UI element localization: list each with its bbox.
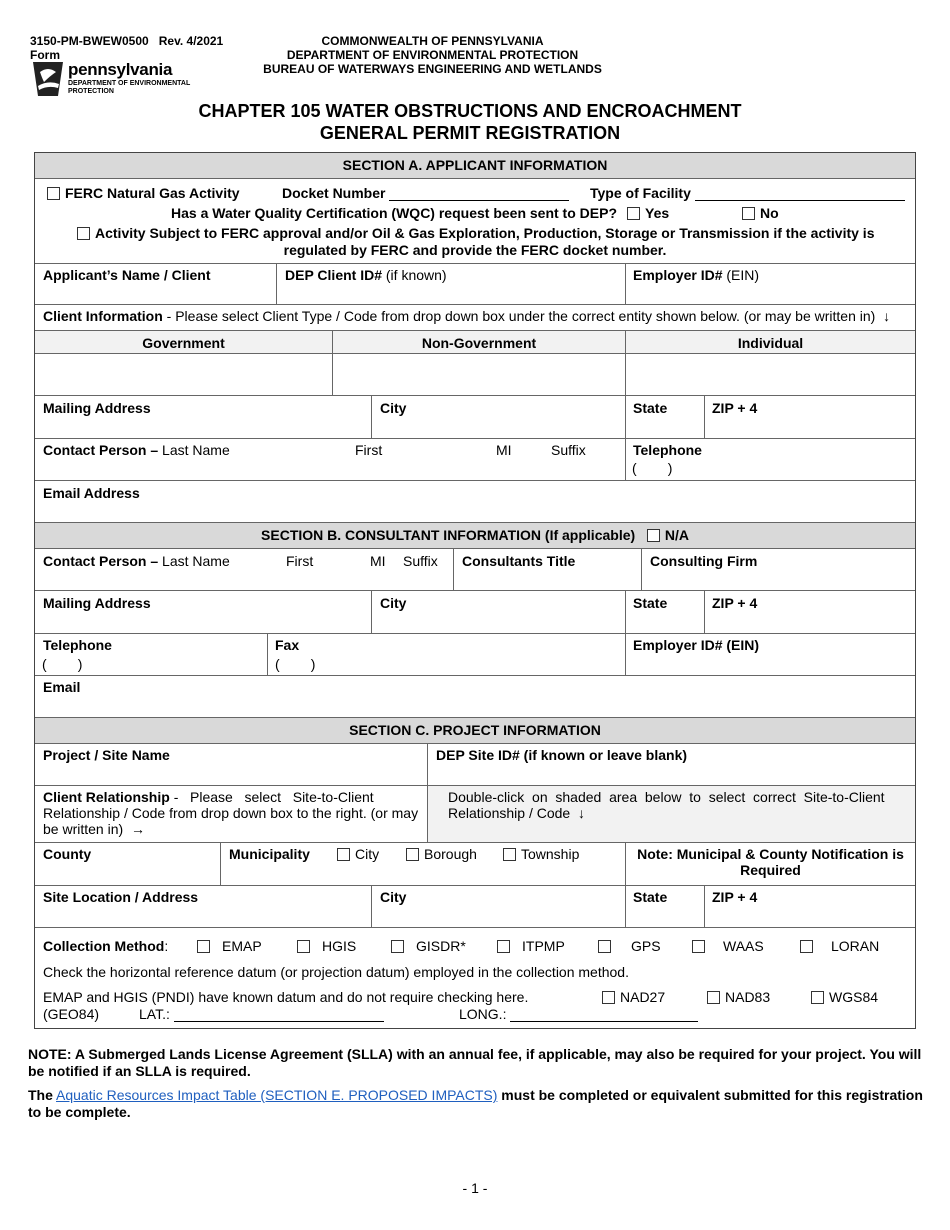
impact-table-note: The Aquatic Resources Impact Table (SECTION E. PROPOSED IMPACTS) must be completed or equivalent submitted for this registration to be complete. [28, 1087, 923, 1120]
consultant-first[interactable]: First [286, 553, 314, 569]
mailing-address[interactable]: Mailing Address [43, 400, 151, 416]
org-header: COMMONWEALTH OF PENNSYLVANIA DEPARTMENT OF ENVIRONMENTAL PROTECTION BUREAU OF WATERWAYS ENGINEERING AND WETLANDS [263, 34, 602, 76]
method-gps[interactable]: GPS [598, 938, 661, 954]
telephone-paren: ( ) [632, 460, 673, 476]
consultant-title[interactable]: Consultants Title [462, 553, 576, 569]
emap-note: EMAP and HGIS (PNDI) have known datum and do not require checking here. [43, 989, 529, 1005]
form-label: Form [30, 48, 60, 62]
consultant-fax[interactable]: Fax [275, 637, 300, 653]
non-government-select[interactable] [333, 354, 625, 394]
consultant-state[interactable]: State [633, 595, 668, 611]
section-b-header: SECTION B. CONSULTANT INFORMATION (If applicable) N/A [35, 523, 915, 548]
contact-suffix[interactable]: Suffix [551, 442, 586, 458]
section-a-header: SECTION A. APPLICANT INFORMATION [35, 153, 915, 178]
contact-mi[interactable]: MI [496, 442, 512, 458]
collection-method: Collection Method: [43, 938, 169, 954]
site-location[interactable]: Site Location / Address [43, 889, 199, 905]
method-hgis[interactable]: HGIS [297, 938, 356, 954]
wqc-yes[interactable]: Yes [627, 205, 669, 221]
logo-name: pennsylvania [68, 60, 173, 79]
datum-instructions: Check the horizontal reference datum (or projection datum) employed in the collection method. [43, 964, 629, 980]
method-emap[interactable]: EMAP [197, 938, 262, 954]
registration-form [34, 152, 916, 1029]
employer-id[interactable]: Employer ID# (EIN) [633, 267, 760, 283]
muni-city-checkbox[interactable]: City [337, 846, 379, 862]
ferc-checkbox[interactable]: FERC Natural Gas Activity [47, 185, 240, 201]
longitude-field[interactable]: LONG.: [459, 1006, 698, 1022]
geo84-label: (GEO84) [43, 1006, 100, 1022]
datum-wgs84[interactable]: WGS84 [811, 989, 878, 1005]
consultant-employer-id[interactable]: Employer ID# (EIN) [633, 637, 760, 653]
consultant-fax-paren: ( ) [275, 656, 316, 672]
na-checkbox[interactable]: N/A [647, 527, 689, 543]
method-loran[interactable]: LORAN [800, 938, 879, 954]
logo-dept: DEPARTMENT OF ENVIRONMENTAL PROTECTION [68, 80, 191, 95]
latitude-field[interactable]: LAT.: [139, 1006, 384, 1022]
muni-borough-checkbox[interactable]: Borough [406, 846, 477, 862]
slla-note: NOTE: A Submerged Lands License Agreement (SLLA) with an annual fee, if applicable, may also be required for your project. You will be notified if an SLLA is required. [28, 1046, 922, 1079]
impact-table-link[interactable]: Aquatic Resources Impact Table (SECTION E. PROPOSED IMPACTS) [56, 1087, 498, 1103]
contact-first[interactable]: First [355, 442, 383, 458]
consultant-contact[interactable]: Contact Person – Last Name [43, 553, 230, 569]
page-title: CHAPTER 105 WATER OBSTRUCTIONS AND ENCROACHMENT GENERAL PERMIT REGISTRATION [198, 101, 742, 143]
contact-person[interactable]: Contact Person – Last Name [43, 442, 230, 458]
activity-checkbox[interactable]: Activity Subject to FERC approval and/or Oil & Gas Exploration, Production, Storage or Transmission if the activity is [77, 225, 874, 241]
col-individual: Individual [737, 335, 804, 351]
site-state[interactable]: State [633, 889, 668, 905]
zip-field[interactable]: ZIP + 4 [712, 400, 758, 416]
dep-client-id[interactable]: DEP Client ID# (if known) [285, 267, 447, 283]
consultant-mailing[interactable]: Mailing Address [43, 595, 151, 611]
client-relationship: Client Relationship - Please select Site-to-Client Relationship / Code from drop down box to the right. (or may be written in) → [43, 789, 419, 837]
site-city[interactable]: City [380, 889, 407, 905]
muni-township-checkbox[interactable]: Township [503, 846, 579, 862]
consultant-telephone-paren: ( ) [42, 656, 83, 672]
wqc-no[interactable]: No [742, 205, 779, 221]
individual-select[interactable] [626, 354, 915, 394]
consulting-firm[interactable]: Consulting Firm [650, 553, 758, 569]
method-gisdr[interactable]: GISDR* [391, 938, 466, 954]
applicant-name[interactable]: Applicant’s Name / Client [43, 267, 211, 283]
col-non-government: Non-Government [421, 335, 537, 351]
form-id: 3150-PM-BWEW0500 Rev. 4/2021 [30, 34, 224, 48]
state-field[interactable]: State [633, 400, 668, 416]
city-field[interactable]: City [380, 400, 407, 416]
consultant-telephone[interactable]: Telephone [43, 637, 112, 653]
wqc-question: Has a Water Quality Certification (WQC) request been sent to DEP? [171, 205, 617, 221]
docket-field[interactable]: Docket Number [282, 185, 569, 201]
project-site-name[interactable]: Project / Site Name [43, 747, 170, 763]
dep-site-id[interactable]: DEP Site ID# (if known or leave blank) [436, 747, 688, 763]
consultant-email[interactable]: Email [43, 679, 81, 695]
relationship-instructions: Double-click on shaded area below to select correct Site-to-Client Relationship / Code ↓ [448, 789, 885, 821]
col-government: Government [142, 335, 225, 351]
activity-text: regulated by FERC and provide the FERC docket number. [283, 242, 667, 258]
datum-nad83[interactable]: NAD83 [707, 989, 770, 1005]
consultant-mi[interactable]: MI [370, 553, 386, 569]
pa-logo [30, 60, 200, 98]
keystone-icon [30, 60, 66, 98]
method-itpmp[interactable]: ITPMP [497, 938, 565, 954]
client-info: Client Information - Please select Client Type / Code from drop down box under the correct entity shown below. (or may be written in) ↓ [43, 308, 891, 324]
email-address[interactable]: Email Address [43, 485, 140, 501]
county-field[interactable]: County [43, 846, 92, 862]
consultant-suffix[interactable]: Suffix [403, 553, 438, 569]
notification-note: Note: Municipal & County Notification is Required [637, 846, 904, 878]
consultant-city[interactable]: City [380, 595, 407, 611]
municipality-field[interactable]: Municipality [229, 846, 310, 862]
method-waas[interactable]: WAAS [692, 938, 764, 954]
consultant-zip[interactable]: ZIP + 4 [712, 595, 758, 611]
page-number: - 1 - [462, 1180, 488, 1196]
section-c-header: SECTION C. PROJECT INFORMATION [35, 718, 915, 743]
government-select[interactable] [35, 354, 332, 394]
telephone-field[interactable]: Telephone [633, 442, 702, 458]
site-zip[interactable]: ZIP + 4 [712, 889, 758, 905]
facility-field[interactable]: Type of Facility [590, 185, 905, 201]
datum-nad27[interactable]: NAD27 [602, 989, 665, 1005]
